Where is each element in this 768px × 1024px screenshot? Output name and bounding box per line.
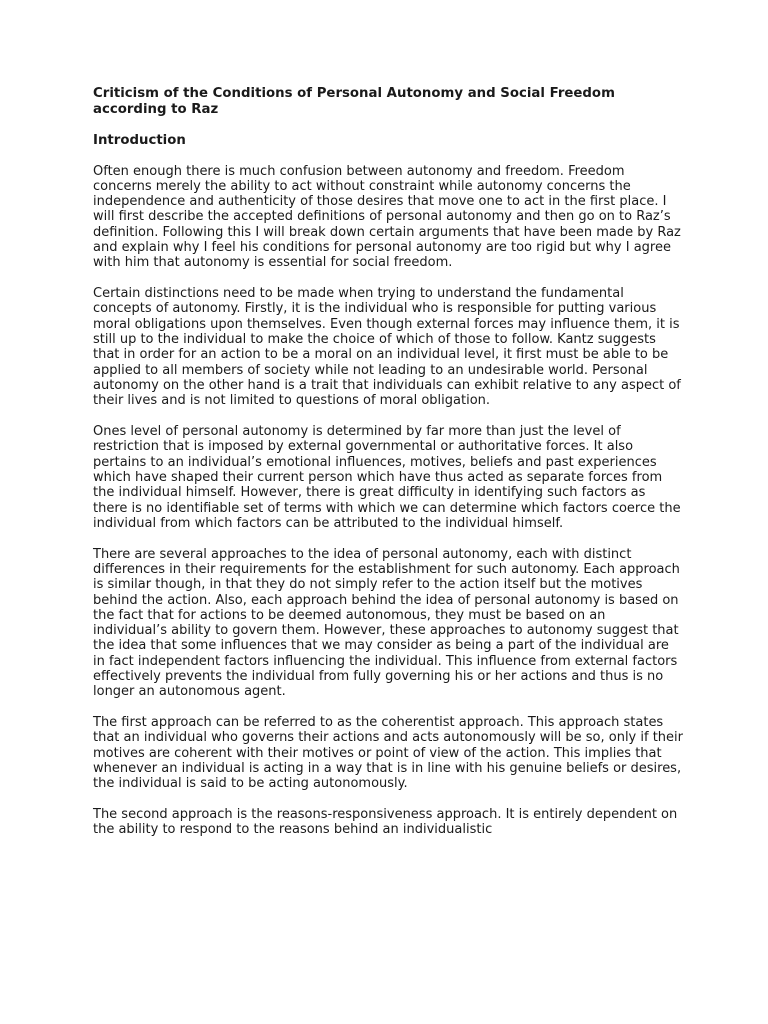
section-heading: Introduction <box>93 132 186 148</box>
paragraph-2: Certain distinctions need to be made when trying to understand the fundamental concepts of autonomy. Firstly, it is the individual who is responsible for putting various moral obligations upon themselves. Even though external forces may influence them, it is still up to the individual to make the choice of which of those to follow. Kantz suggests that in order for an action to be a moral on an individual level, it first must be able to be applied to all members of society while not leading to an undesirable world. Personal autonomy on the other hand is a trait that individuals can exhibit relative to any aspect of their lives and is not limited to questions of moral obligation. <box>93 286 681 409</box>
paragraph-6: The second approach is the reasons-responsiveness approach. It is entirely dependent on the ability to respond to the reasons behind an individualistic <box>93 807 678 838</box>
paragraph-4: There are several approaches to the idea of personal autonomy, each with distinct differences in their requirements for the establishment for such autonomy. Each approach is similar though, in that they do not simply refer to the action itself but the motives behind the action. Also, each approach behind the idea of personal autonomy is based on the fact that for actions to be deemed autonomous, they must be based on an individual’s ability to govern them. However, these approaches to autonomy suggest that the idea that some influences that we may consider as being a part of the individual are in fact independent factors influencing the individual. This influence from external factors effectively prevents the individual from fully governing his or her actions and thus is no longer an autonomous agent. <box>93 546 680 700</box>
paragraph-5: The first approach can be referred to as the coherentist approach. This approach states that an individual who governs their actions and acts autonomously will be so, only if their motives are coherent with their motives or point of view of the action. This implies that whenever an individual is acting in a way that is in line with his genuine beliefs or desires, the individual is said to be acting autonomously. <box>93 715 683 792</box>
paragraph-3: Ones level of personal autonomy is determined by far more than just the level of restriction that is imposed by external governmental or authoritative forces. It also pertains to an individual’s emotional influences, motives, beliefs and past experiences which have shaped their current person which have thus acted as separate forces from the individual himself. However, there is great difficulty in identifying such factors as there is no identifiable set of terms with which we can determine which factors coerce the individual from which factors can be attributed to the individual himself. <box>93 424 681 531</box>
document-body <box>93 86 683 853</box>
paragraph-1: Often enough there is much confusion between autonomy and freedom. Freedom concerns merely the ability to act without constraint while autonomy concerns the independence and authenticity of those desires that move one to act in the first place. I will first describe the accepted definitions of personal autonomy and then go on to Raz’s definition. Following this I will break down certain arguments that have been made by Raz and explain why I feel his conditions for personal autonomy are too rigid but why I agree with him that autonomy is essential for social freedom. <box>93 163 681 271</box>
document-title: Criticism of the Conditions of Personal Autonomy and Social Freedom according to Raz <box>93 86 615 118</box>
